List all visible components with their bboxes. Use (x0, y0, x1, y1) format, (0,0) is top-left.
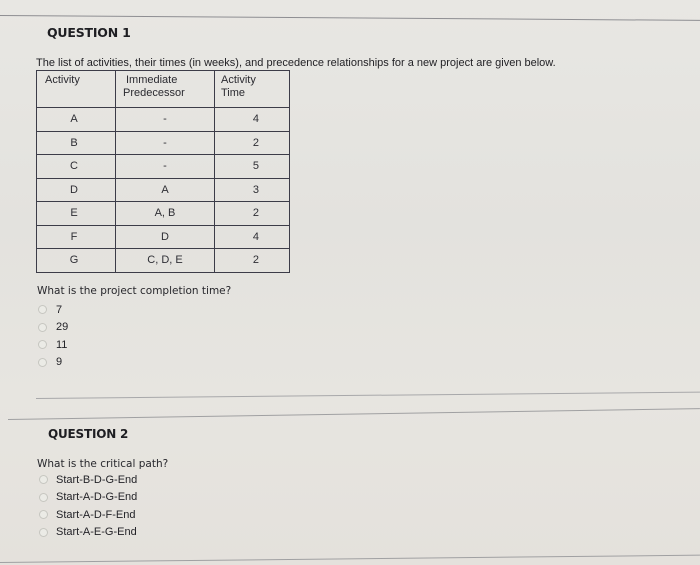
table-row (37, 108, 290, 132)
header-activity-time (215, 71, 290, 108)
header-predecessor-line1: Immediate (126, 74, 178, 86)
question-1-intro: The list of activities, their times (in weeks), and precedence relationships for a new project are given below. (36, 57, 556, 69)
answer-option[interactable] (39, 524, 137, 542)
cell-activity: G (37, 249, 116, 273)
answer-option[interactable] (39, 489, 137, 507)
cell-activity: E (37, 202, 116, 226)
question-divider (36, 392, 700, 399)
radio-button-icon[interactable] (39, 493, 48, 502)
radio-button-icon[interactable] (39, 475, 48, 484)
answer-option[interactable] (39, 506, 137, 524)
answer-option-label: 29 (56, 321, 69, 334)
radio-button-icon[interactable] (39, 528, 48, 537)
answer-option-label: Start-A-E-G-End (56, 526, 137, 539)
header-immediate-predecessor (116, 71, 215, 108)
header-time-line2: Time (221, 87, 246, 99)
cell-time: 2 (215, 131, 290, 155)
cell-time: 2 (215, 202, 290, 226)
table-row (37, 249, 290, 273)
cell-time: 5 (215, 155, 290, 179)
answer-option-label: 7 (56, 303, 63, 316)
answer-option[interactable] (38, 301, 68, 319)
cell-predecessor: - (116, 108, 215, 132)
cell-predecessor: C, D, E (116, 249, 215, 273)
question-1-options (38, 301, 68, 371)
answer-option[interactable] (38, 336, 68, 354)
radio-button-icon[interactable] (39, 510, 48, 519)
table-row (37, 131, 290, 155)
answer-option-label: Start-A-D-G-End (56, 491, 138, 504)
cell-predecessor: - (116, 131, 215, 155)
cell-time: 4 (215, 225, 290, 249)
question-2-heading: QUESTION 2 (48, 427, 129, 441)
cell-time: 3 (215, 178, 290, 202)
header-activity (37, 71, 116, 108)
radio-button-icon[interactable] (38, 340, 47, 349)
header-activity-label: Activity (45, 74, 80, 86)
cell-predecessor: A (116, 178, 215, 202)
answer-option[interactable] (38, 354, 68, 372)
table-row (37, 155, 290, 179)
bottom-divider (0, 555, 700, 563)
answer-option[interactable] (38, 319, 68, 337)
cell-predecessor: D (116, 225, 215, 249)
top-divider (0, 15, 700, 21)
table-row (37, 202, 290, 226)
radio-button-icon[interactable] (38, 305, 47, 314)
question-1-heading: QUESTION 1 (47, 25, 131, 40)
cell-activity: A (37, 108, 116, 132)
cell-time: 2 (215, 249, 290, 273)
cell-activity: C (37, 155, 116, 179)
answer-option-label: 11 (56, 338, 68, 351)
cell-activity: B (37, 131, 116, 155)
radio-button-icon[interactable] (38, 358, 47, 367)
answer-option-label: 9 (56, 356, 63, 369)
radio-button-icon[interactable] (38, 323, 47, 332)
question-1-prompt: What is the project completion time? (37, 285, 232, 297)
table-row (37, 178, 290, 202)
answer-option[interactable] (39, 471, 137, 489)
question-2-prompt: What is the critical path? (37, 458, 169, 470)
table-header-row (37, 71, 290, 108)
cell-predecessor: - (116, 155, 215, 179)
question-2-options (39, 471, 137, 541)
cell-predecessor: A, B (116, 202, 215, 226)
cell-time: 4 (215, 108, 290, 132)
header-predecessor-line2: Predecessor (123, 87, 185, 99)
cell-activity: F (37, 225, 116, 249)
question-divider (8, 408, 700, 420)
answer-option-label: Start-A-D-F-End (56, 508, 136, 521)
table-row (37, 225, 290, 249)
answer-option-label: Start-B-D-G-End (56, 473, 138, 486)
activity-table (36, 70, 290, 273)
header-time-line1: Activity (221, 74, 256, 86)
cell-activity: D (37, 178, 116, 202)
